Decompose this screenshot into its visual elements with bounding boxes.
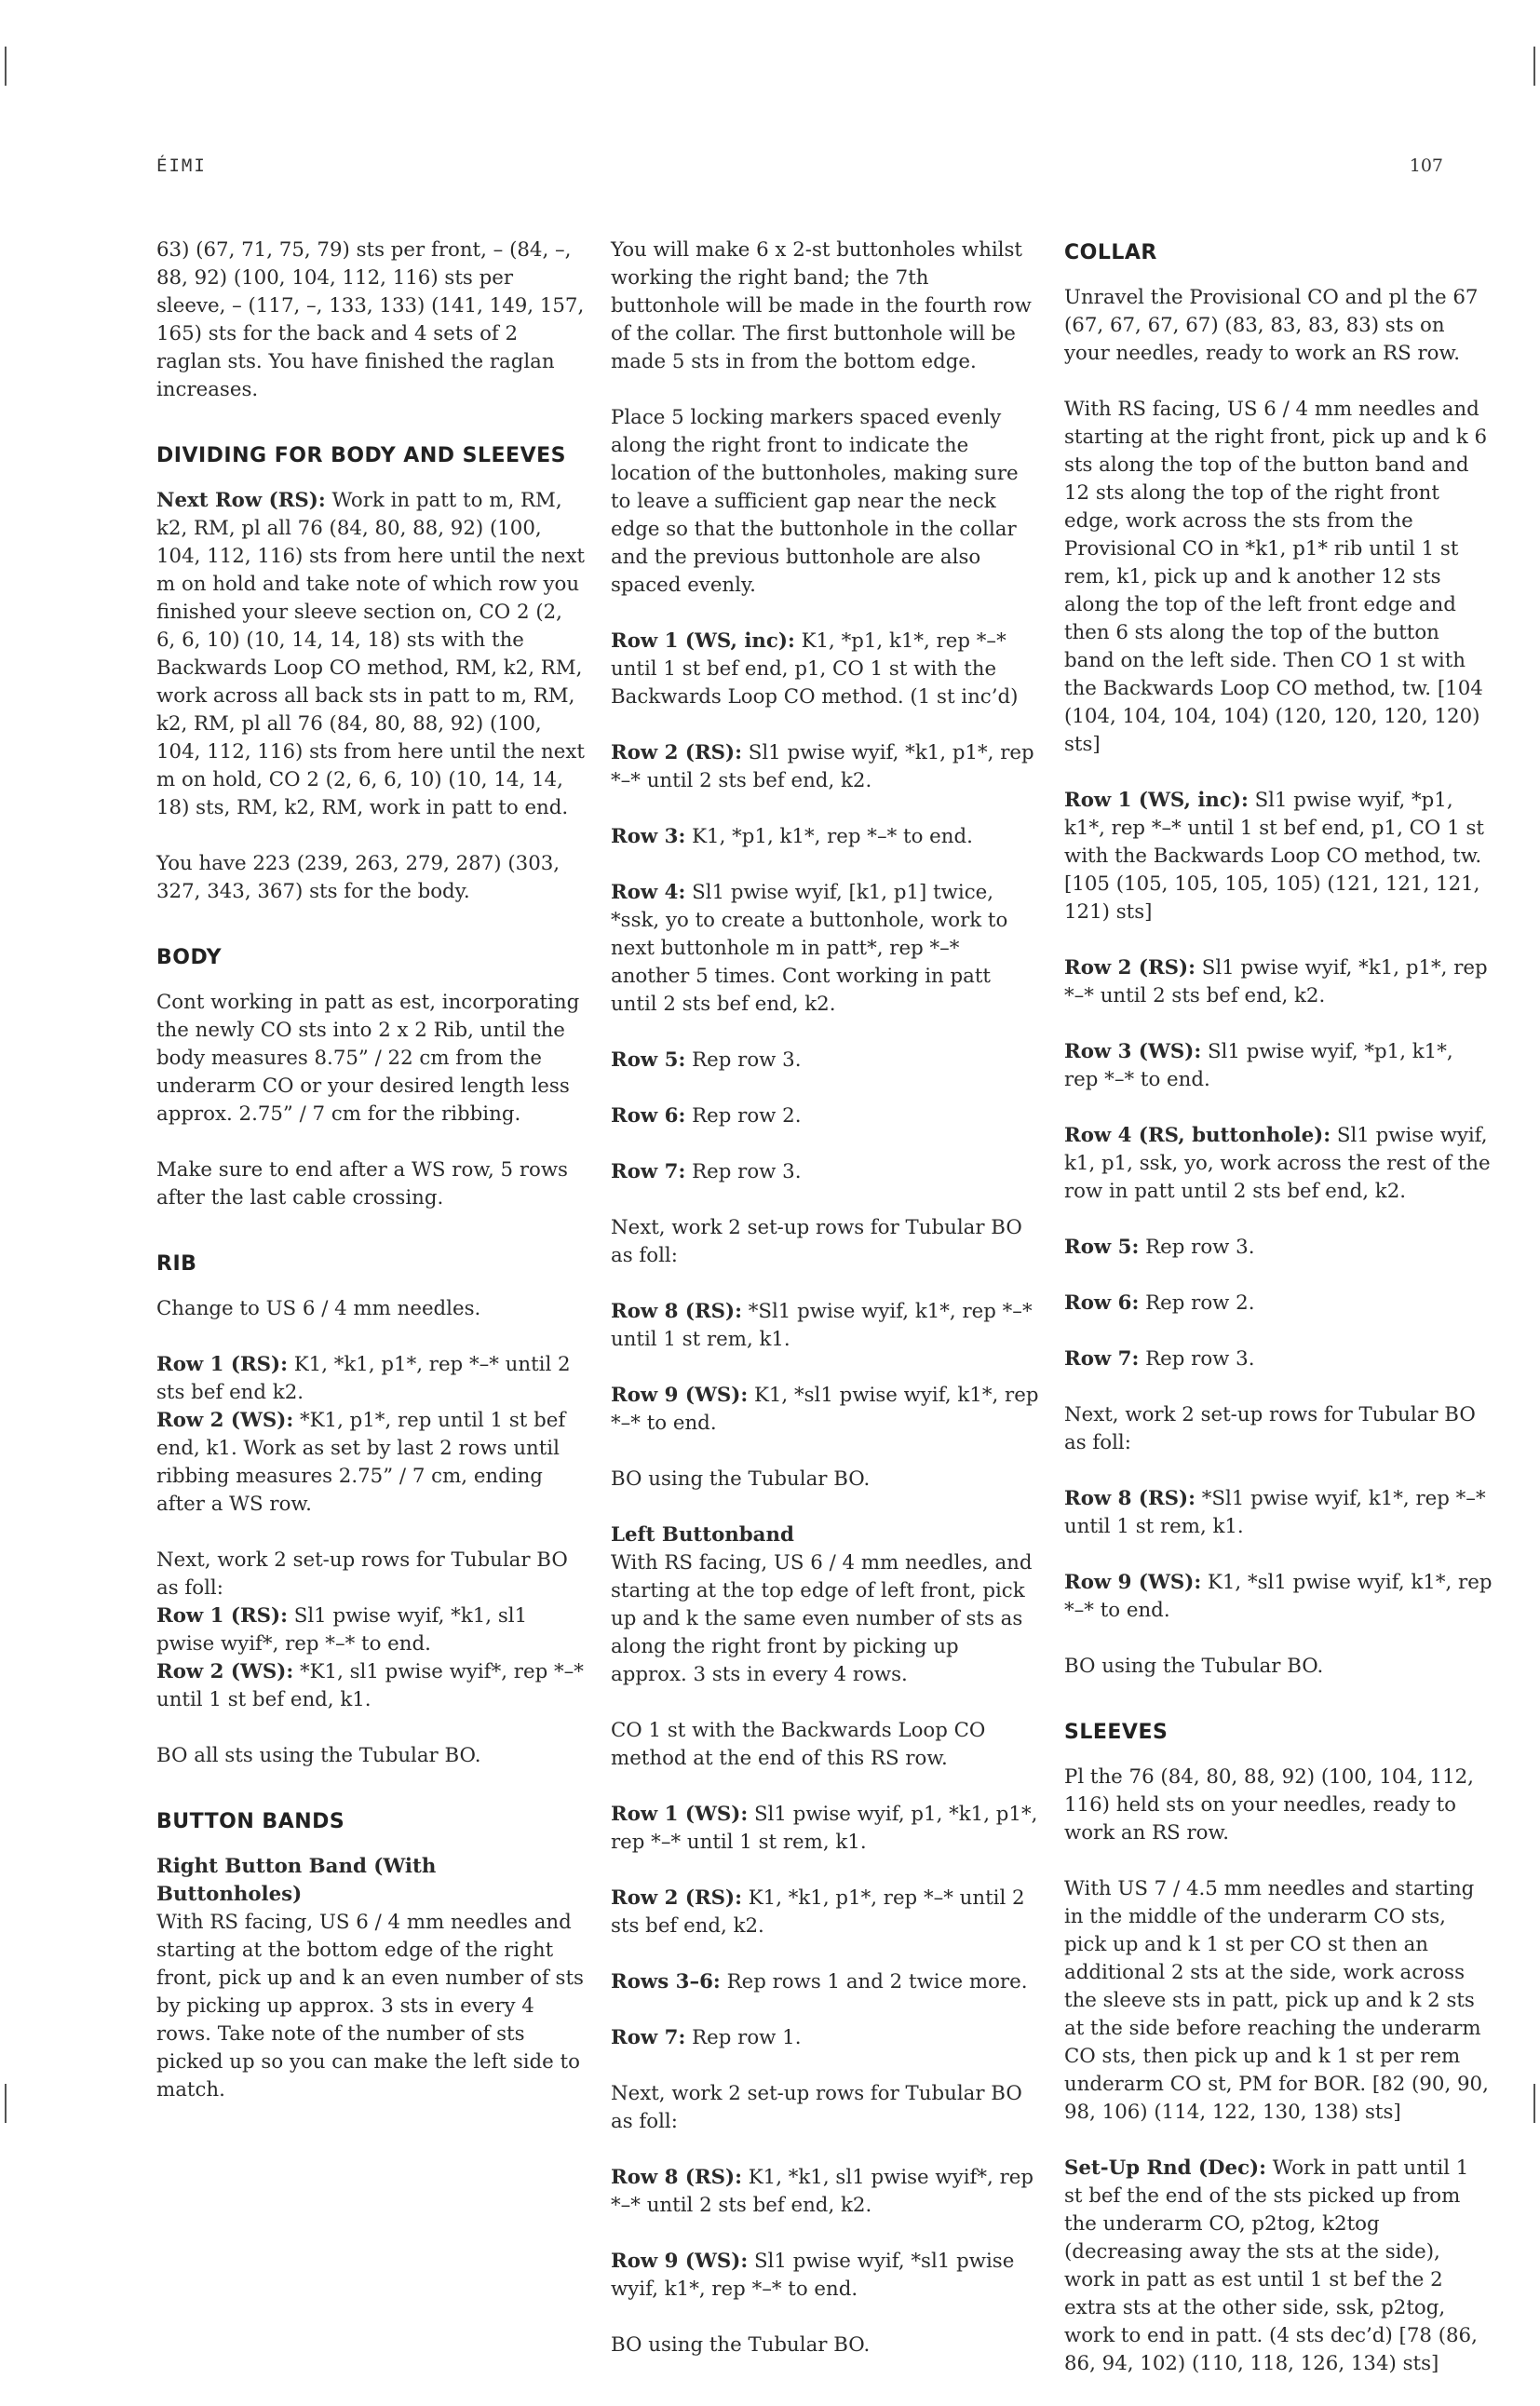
row-text: Sl1 pwise wyif, *p1, k1*, rep *–* to end. [1064,1040,1453,1091]
right-band-bo: BO using the Tubular BO. [611,1467,871,1491]
body-paragraph-1: Cont working in patt as est, incorporating the newly CO sts into 2 x 2 Rib, until the body measures 8.75” / 22 cm from the underarm CO or your desired length less approx. 2.75” / 7 cm for the ribbing. [156,991,580,1126]
section-heading-collar: COLLAR [1064,241,1157,264]
row-line [611,879,1039,1019]
rib-setup-intro: Next, work 2 set-up rows for Tubular BO as foll: [156,1548,568,1600]
subheading-left-buttonband: Left Buttonband [611,1523,794,1547]
row-line [611,739,1039,795]
row-text: K1, *p1, k1*, rep *–* until 1 st bef end, p1, CO 1 st with the Backwards Loop CO method. (1 st inc’d) [611,629,1019,709]
row-line [611,2164,1039,2220]
right-band-paragraph: With RS facing, US 6 / 4 mm needles and starting at the bottom edge of the right front, pick up and k an even number of sts by picking up approx. 3 sts in every 4 rows. Take note of the number of sts picked up so you can make the left side to match. [156,1911,584,2102]
row-label: Row 8 (RS): [611,2166,742,2189]
setup-rnd-paragraph [1064,2155,1493,2378]
setup-intro: Next, work 2 set-up rows for Tubular BO as foll: [611,2082,1022,2133]
row-text: K1, *sl1 pwise wyif, k1*, rep *–* to end. [1064,1571,1493,1622]
row-label: Row 6: [611,1104,686,1128]
row-line [1064,1234,1493,1262]
row-text: K1, *k1, p1*, rep *–* until 2 sts bef end, k2. [611,1886,1025,1938]
row-label: Set-Up Rnd (Dec): [1064,2156,1266,2180]
rib-row-1 [156,1351,585,1407]
body-sts-summary: You have 223 (239, 263, 279, 287) (303, 327, 343, 367) sts for the body. [156,852,561,903]
intro-paragraph: 63) (67, 71, 75, 79) sts per front, – (84, –, 88, 92) (100, 104, 112, 116) sts per sleeve, – (117, –, 133, 133) (141, 149, 157, 165) sts for the back and 4 sets of 2 raglan sts. You have finished the raglan increases. [156,238,585,401]
row-label: Row 3 (WS): [1064,1040,1202,1063]
rib-bo: BO all sts using the Tubular BO. [156,1744,481,1767]
buttonhole-intro: You will make 6 x 2-st buttonholes whilst working the right band; the 7th buttonhole will be made in the fourth row of the collar. The first buttonhole will be made 5 sts in from the bottom edge. [611,238,1032,373]
collar-setup-rows [1064,1401,1493,1625]
row-text: K1, *k1, sl1 pwise wyif*, rep *–* until 2 sts bef end, k2. [611,2166,1033,2217]
column-1 [156,237,585,2132]
section-heading-button-bands: BUTTON BANDS [156,1810,345,1833]
section-heading-rib: RIB [156,1252,197,1276]
column-3 [1064,237,1493,2406]
page-number: 107 [1409,155,1443,176]
row-label: Row 9 (WS): [611,1384,749,1407]
row-label: Row 8 (RS): [1064,1487,1196,1510]
row-text: Sl1 pwise wyif, [k1, p1] twice, *ssk, yo to create a buttonhole, work to next buttonhole m in patt*, rep *–* another 5 times. Cont working in patt until 2 sts bef end, k2. [611,881,1008,1016]
row-text: Sl1 pwise wyif, *k1, sl1 pwise wyif*, rep *–* to end. [156,1604,528,1656]
rib-row-2 [156,1407,585,1519]
section-heading-dividing: DIVIDING FOR BODY AND SLEEVES [156,444,566,467]
locking-markers-paragraph: Place 5 locking markers spaced evenly along the right front to indicate the location of the buttonholes, making sure to leave a sufficient gap near the neck edge so that the buttonhole in the collar and the previous buttonhole are also spaced evenly. [611,406,1019,597]
row-label: Row 1 (WS, inc): [611,629,795,653]
row-line [611,1298,1039,1354]
row-label: Row 8 (RS): [611,1300,742,1323]
row-label: Row 1 (WS): [611,1803,749,1826]
left-band-paragraph-2: CO 1 st with the Backwards Loop CO method at the end of this RS row. [611,1719,986,1770]
row-text: Rep row 2. [685,1104,802,1128]
rib-setup-row-2 [156,1658,585,1714]
row-line [611,1382,1039,1438]
row-line [1064,1038,1493,1094]
collar-rows [1064,787,1493,1373]
brand-header: ÉIMI [156,155,207,176]
row-line [611,1158,1039,1186]
row-text: Work in patt until 1 st bef the end of the sts picked up from the underarm CO, p2tog, k2tog (decreasing away the sts at the side), work in patt as est until 1 st bef the 2 extra sts at the other side, ssk, p2tog, work to end in patt. (4 sts dec’d) [78 (86, 86, 94, 102) (110, 118, 126, 134) sts] [1064,2156,1478,2375]
row-label: Row 5: [1064,1236,1140,1259]
row-text: Sl1 pwise wyif, p1, *k1, p1*, rep *–* until 1 st rem, k1. [611,1803,1038,1854]
row-text: Rep row 1. [685,2026,802,2049]
rib-setup-row-1 [156,1602,585,1658]
row-line [1064,1122,1493,1206]
next-row-paragraph [156,487,585,822]
row-text: Rep row 3. [685,1048,802,1072]
row-label: Row 7: [611,1160,686,1183]
row-line [611,2248,1039,2304]
row-line [1064,954,1493,1010]
row-text: Sl1 pwise wyif, *sl1 pwise wyif, k1*, rep *–* to end. [611,2250,1015,2301]
row-line [1064,1345,1493,1373]
row-line [1064,1569,1493,1625]
row-label: Row 2 (RS): [611,1886,742,1910]
row-text: *Sl1 pwise wyif, k1*, rep *–* until 1 st rem, k1. [1064,1487,1486,1538]
row-label: Row 5: [611,1048,686,1072]
row-label: Row 4: [611,881,686,904]
row-line [1064,787,1493,926]
right-band-rows [611,628,1039,1186]
row-line [611,2024,1039,2052]
row-label: Row 1 (RS): [156,1604,288,1628]
row-label: Row 4 (RS, buttonhole): [1064,1124,1331,1147]
left-band-setup-rows [611,2080,1039,2304]
section-heading-body: BODY [156,946,223,969]
row-line [611,1801,1039,1857]
left-band-paragraph-1: With RS facing, US 6 / 4 mm needles, and starting at the top edge of left front, pick up and k the same even number of sts as along the right front by picking up approx. 3 sts in every 4 rows. [611,1551,1033,1686]
row-text: Sl1 pwise wyif, k1, p1, ssk, yo, work across the rest of the row in patt until 2 sts bef end, k2. [1064,1124,1491,1203]
row-text: K1, *p1, k1*, rep *–* to end. [685,825,973,848]
row-text: Sl1 pwise wyif, *k1, p1*, rep *–* until 2 sts bef end, k2. [1064,956,1488,1007]
collar-bo: BO using the Tubular BO. [1064,1655,1324,1678]
rib-paragraph-1: Change to US 6 / 4 mm needles. [156,1297,481,1320]
row-line [611,1047,1039,1075]
row-label: Row 7: [1064,1347,1140,1371]
row-text: K1, *k1, p1*, rep *–* until 2 sts bef end k2. [156,1353,571,1404]
row-text: Rep row 3. [1139,1236,1255,1259]
row-line [1064,1485,1493,1541]
column-2 [611,237,1039,2387]
crop-mark-top-left [5,47,7,86]
section-heading-sleeves: SLEEVES [1064,1721,1169,1744]
row-text: K1, *sl1 pwise wyif, k1*, rep *–* to end. [611,1384,1039,1435]
row-text: *Sl1 pwise wyif, k1*, rep *–* until 1 st rem, k1. [611,1300,1033,1351]
row-text: *K1, sl1 pwise wyif*, rep *–* until 1 st bef end, k1. [156,1660,584,1711]
row-line [611,628,1039,711]
row-label: Rows 3–6: [611,1970,721,1994]
row-label: Row 1 (RS): [156,1353,288,1376]
collar-paragraph-2: With RS facing, US 6 / 4 mm needles and starting at the right front, pick up and k 6 sts along the top of the button band and 12 sts along the top of the right front edge, work across the sts from the Provisional CO in *k1, p1* rib until 1 st rem, k1, pick up and k another 12 sts along the top of the left front edge and then 6 sts along the top of the button band on the left side. Then CO 1 st with the Backwards Loop CO method, tw. [104 (104, 104, 104, 104) (120, 120, 120, 120) sts] [1064,398,1488,756]
row-label: Row 6: [1064,1291,1140,1315]
sleeves-paragraph-1: Pl the 76 (84, 80, 88, 92) (100, 104, 112, 116) held sts on your needles, ready to work an RS row. [1064,1765,1474,1845]
row-text: Rep rows 1 and 2 twice more. [720,1970,1028,1994]
sleeves-paragraph-2: With US 7 / 4.5 mm needles and starting in the middle of the underarm CO sts, pick up and k 1 st per CO st then an additional 2 sts at the side, work across the sleeve sts in patt, pick up and k 2 sts at the side before reaching the underarm CO sts, then pick up and k 1 st per rem underarm CO st, PM for BOR. [82 (90, 90, 98, 106) (114, 122, 130, 138) sts] [1064,1877,1489,2124]
subheading-right-button-band: Right Button Band (With Buttonholes) [156,1855,437,1906]
row-label: Row 2 (RS): [611,741,742,764]
row-label: Row 1 (WS, inc): [1064,789,1249,812]
row-line [611,1885,1039,1940]
row-text: Work in patt to m, RM, k2, RM, pl all 76 (84, 80, 88, 92) (100, 104, 112, 116) sts from here until the next m on hold and take note of which row you finished your sleeve section on, CO 2 (2, 6, 6, 10) (10, 14, 14, 18) sts with the Backwards Loop CO method, RM, k2, RM, work across all back sts in patt to m, RM, k2, RM, pl all 76 (84, 80, 88, 92) (100, 104, 112, 116) sts from here until the next m on hold, CO 2 (2, 6, 6, 10) (10, 14, 14, 18) sts, RM, k2, RM, work in patt to end. [156,489,585,819]
setup-intro: Next, work 2 set-up rows for Tubular BO as foll: [1064,1403,1476,1454]
row-text: Rep row 3. [685,1160,802,1183]
row-text: Sl1 pwise wyif, *p1, k1*, rep *–* until 1 st bef end, p1, CO 1 st with the Backwards Loop CO method, tw. [105 (105, 105, 105, 105) (121, 121, 121, 121) sts] [1064,789,1484,924]
setup-intro: Next, work 2 set-up rows for Tubular BO as foll: [611,1216,1022,1267]
collar-paragraph-1: Unravel the Provisional CO and pl the 67 (67, 67, 67, 67) (83, 83, 83, 83) sts on your needles, ready to work an RS row. [1064,286,1479,365]
row-line [611,1968,1039,1996]
row-label: Row 9 (WS): [611,2250,749,2273]
row-line [611,823,1039,851]
crop-mark-bottom-left [5,2084,7,2123]
row-label: Row 3: [611,825,686,848]
row-text: Rep row 2. [1139,1291,1255,1315]
row-text: Sl1 pwise wyif, *k1, p1*, rep *–* until 2 sts bef end, k2. [611,741,1034,792]
left-band-bo: BO using the Tubular BO. [611,2333,871,2357]
crop-mark-top-right [1533,47,1535,86]
left-band-rows [611,1801,1039,2052]
row-label: Row 2 (WS): [156,1660,294,1683]
row-label: Row 7: [611,2026,686,2049]
row-label: Row 9 (WS): [1064,1571,1202,1594]
row-label: Next Row (RS): [156,489,326,512]
row-label: Row 2 (RS): [1064,956,1196,980]
row-line [611,1102,1039,1130]
right-band-setup-rows [611,1214,1039,1438]
row-label: Row 2 (WS): [156,1409,294,1432]
row-text: *K1, p1*, rep until 1 st bef end, k1. Work as set by last 2 rows until ribbing measures 2.75” / 7 cm, ending after a WS row. [156,1409,566,1516]
row-text: Rep row 3. [1139,1347,1255,1371]
row-line [1064,1290,1493,1318]
body-paragraph-2: Make sure to end after a WS row, 5 rows after the last cable crossing. [156,1158,568,1210]
crop-mark-bottom-right [1533,2084,1535,2123]
